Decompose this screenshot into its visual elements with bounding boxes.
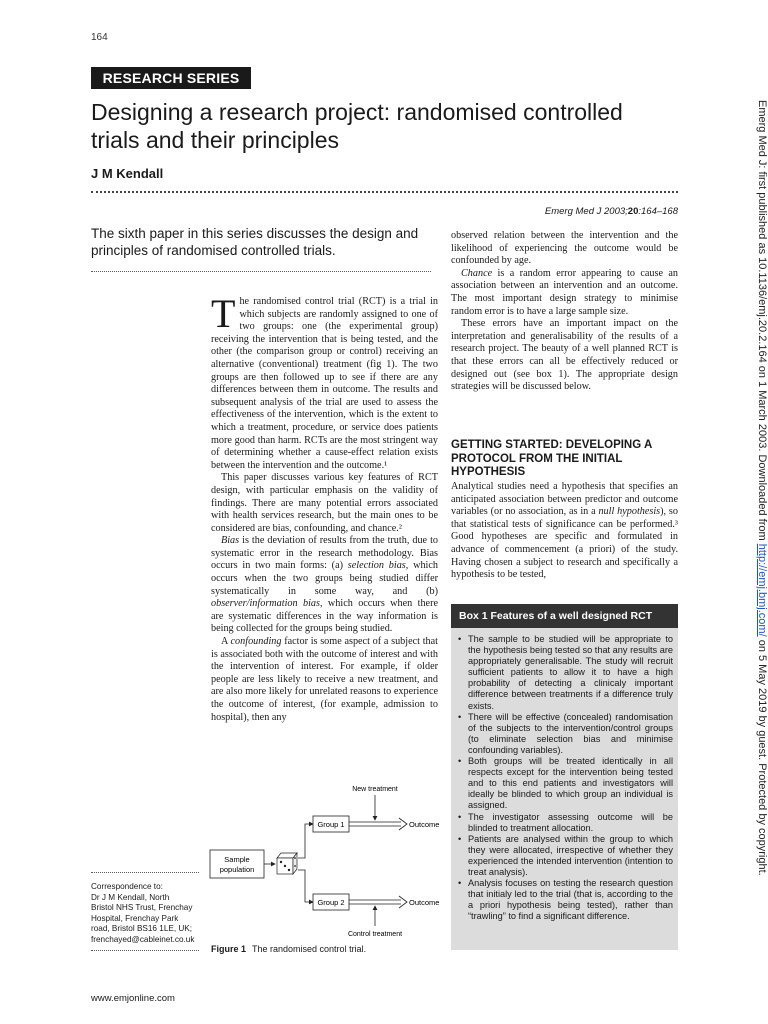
control-treatment-label: Control treatment: [347, 931, 403, 938]
paragraph-text: This paper discusses various key features of RCT design, with particular emphasis on the validity of findings. There are many potential errors associated with health services research, but the main ones to be considered are bias, confounding, and chance.²: [211, 472, 438, 534]
abstract: The sixth paper in this series discusses the design and principles of randomised controlled trials.: [91, 226, 419, 258]
paragraph: [211, 535, 438, 636]
body-column-right: [451, 230, 678, 394]
body-column-right-section: [451, 481, 678, 582]
paragraph-text: , which occurs when the two groups being studied differ systematically in some way, and (b): [211, 560, 438, 597]
paragraph: [451, 481, 678, 582]
box-list: [457, 634, 673, 922]
paragraph-text: These errors have an important impact on the interpretation and generalisability of the results of a research project. The beauty of a well planned RCT is that these errors can all be effectively reduced or designed out (see box 1). The appropriate design strategies will be discussed below.: [451, 318, 678, 393]
paragraph-text: A: [221, 636, 231, 648]
journal-volume: 20: [627, 206, 639, 217]
paragraph: [451, 318, 678, 394]
correspondence-block: [91, 882, 211, 945]
paragraph-text: , which occurs when there are systematic differences in the way information is being collected for the groups being studied.: [211, 598, 438, 635]
journal-reference: [545, 206, 678, 217]
term-italic: null hypothesis: [598, 506, 661, 518]
page-number: 164: [91, 32, 108, 43]
paragraph-text: is a random error appearing to cause an association between an intervention and an outcome. The most important design strategy to minimise random error is to have a large sample size.: [451, 267, 678, 317]
figure-caption-text: The randomised control trial.: [252, 944, 367, 954]
figure-label: Figure 1: [211, 944, 247, 954]
correspondence-line: Hospital, Frenchay Park: [91, 913, 179, 923]
paragraph: [211, 636, 438, 724]
correspondence-line: Dr J M Kendall, North: [91, 892, 170, 902]
list-item: • Analysis focuses on testing the research question that initialy led to the trial (that is, according to the a priori hypothesis being tested), rather than “trawling” to find a significant difference.: [457, 878, 673, 922]
paragraph-text: observed relation between the intervention and the likelihood of experiencing the outcome would be confounded by age.: [451, 230, 678, 267]
paragraph: [451, 268, 678, 318]
footer-url[interactable]: www.emjonline.com: [91, 993, 175, 1004]
outcome-2-label: Outcome: [409, 898, 440, 907]
section-heading: GETTING STARTED: DEVELOPING A PROTOCOL FROM THE INITIAL HYPOTHESIS: [451, 439, 652, 478]
term-italic: Bias: [221, 535, 240, 547]
paragraph-text: he randomised control trial (RCT) is a trial in which subjects are randomly assigned to one of two groups: one (the experimental group) receiving the intervention that is being tested, and the other (the comparison group or control) receiving an alternative (conventional) treatment (fig 1). The two groups are then followed up to see if there are any differences between them in outcome. The results and subsequent analysis of the trial are used to assess the effectiveness of the intervention, which is the extent to which a treatment, procedure, or service does patients more good than harm. RCTs are the most stringent way of determining whether a cause-effect relation exists between the intervention and the outcome.¹: [211, 296, 438, 471]
journal-pages: :164–168: [638, 206, 678, 217]
dice-icon: [277, 853, 297, 874]
header-dotted-rule: [91, 191, 678, 193]
arrow-to-group-2: [298, 870, 313, 902]
author-name: J M Kendall: [91, 166, 164, 181]
side-copyright-note: [749, 100, 768, 940]
correspondence-rule-bottom: [91, 950, 199, 951]
correspondence-line: Bristol NHS Trust, Frenchay: [91, 903, 193, 912]
list-item: • Patients are analysed within the group to which they were allocated, irrespective of whether they experienced the intended intervention (intention to treat analysis).: [457, 834, 673, 878]
paragraph-text: is the deviation of results from the truth, due to systematic error in the research methodology. Bias occurs in two main forms: (a): [211, 535, 438, 572]
side-note-before: Emerg Med J: first published as 10.1136/emj.20.2.164 on 1 March 2003. Downloaded from: [756, 100, 768, 544]
abstract-dotted-rule: [91, 271, 431, 272]
rct-diagram: [205, 778, 445, 940]
article-title: Designing a research project: randomised controlled trials and their principles: [91, 99, 623, 153]
group-2-label: Group 2: [317, 898, 345, 907]
sample-label-1: Sample: [224, 855, 250, 864]
list-item: • The investigator assessing outcome will be blinded to treatment allocation.: [457, 812, 673, 834]
box-1: [451, 604, 678, 950]
correspondence-heading: Correspondence to:: [91, 882, 163, 891]
body-column-middle: [211, 291, 438, 724]
paragraph: [451, 230, 678, 268]
journal-year: 2003;: [604, 206, 628, 217]
paragraph-text: factor is some aspect of a subject that is associated both with the outcome of interest and with the intervention of interest. For example, if older people are less likely to receive a new treatment, and are also more likely for unrelated reasons to experience the outcome of interest, (for example, admission to hospital), then any: [211, 636, 438, 723]
paragraph: [211, 472, 438, 535]
figure-caption: [211, 944, 366, 954]
correspondence-line: road, Bristol BS16 1LE, UK;: [91, 924, 193, 933]
side-note-link[interactable]: http://emj.bmj.com/: [756, 543, 768, 637]
list-item: • The sample to be studied will be appropriate to the hypothesis being tested so that any results are appropriately generalisable. The study will recruit sufficient patients to allow it to have a high probability of detecting a clinicaly important difference between treatments if a difference truly exists.: [457, 634, 673, 712]
outcome-1-label: Outcome: [409, 820, 440, 829]
figure-1-diagram: [205, 778, 445, 940]
box-title: Box 1 Features of a well designed RCT: [451, 604, 678, 628]
drop-cap: T: [211, 291, 236, 336]
paragraph: [211, 291, 438, 472]
correspondence-email[interactable]: frenchayed@cableinet.co.uk: [91, 934, 195, 944]
group-1-label: Group 1: [317, 820, 345, 829]
term-italic: selection bias: [347, 560, 406, 572]
side-note-after: on 5 May 2019 by guest. Protected by copyright.: [756, 636, 768, 876]
list-item: • Both groups will be treated identically in all respects except for the intervention being tested and to this end patients and investigators will ideally be blinded to which group an individual is assigned.: [457, 756, 673, 811]
journal-name: Emerg Med J: [544, 206, 602, 217]
sample-label-2: population: [219, 865, 255, 874]
list-item: • There will be effective (concealed) randomisation of the subjects to the intervention/control groups (to eliminate selection bias and minimise confounding variables).: [457, 712, 673, 756]
side-note-text: [753, 100, 768, 940]
paragraph-text: Analytical studies need a hypothesis that specifies an anticipated association between predictor and outcome variables (or no association, as in a: [451, 481, 678, 518]
series-banner: RESEARCH SERIES: [91, 67, 251, 89]
correspondence-rule-top: [91, 872, 199, 873]
arrow-group-2-outcome: [349, 896, 407, 908]
term-italic: Chance: [461, 267, 493, 279]
arrow-group-1-outcome: [349, 818, 407, 830]
new-treatment-label: New treatment: [352, 786, 398, 793]
paragraph-text: ), so that statistical tests of significance can be performed.³ Good hypotheses are specific and formulated in advance of commencement (a priori) of the study. Having chosen a subject to research and specifically a hypothesis to be tested,: [451, 506, 678, 581]
term-italic: confounding: [230, 636, 282, 648]
term-italic: observer/information bias: [211, 598, 320, 610]
arrow-to-group-1: [298, 824, 313, 858]
